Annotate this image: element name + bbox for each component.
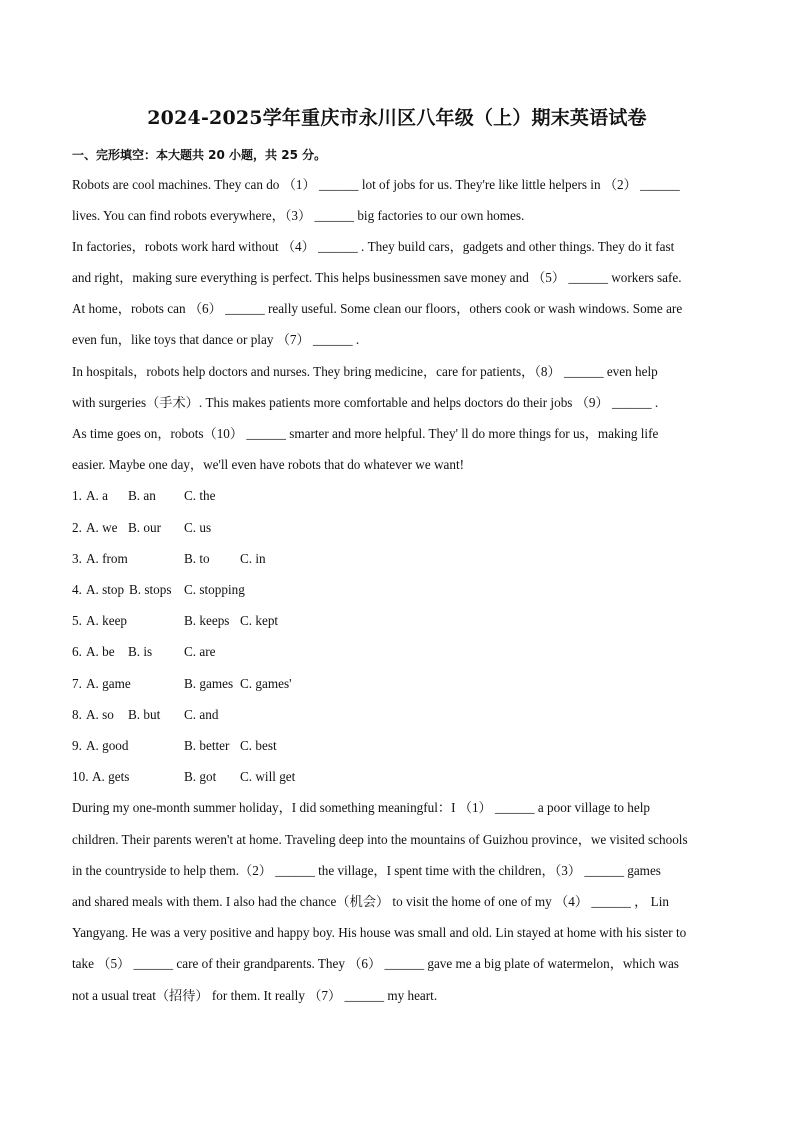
option-b: B. better xyxy=(184,738,230,753)
option-a: A. a xyxy=(86,488,108,503)
passage1-line: As time goes on，robots（10） ______ smarter and more helpful. They' ll do more things for us，making life xyxy=(72,426,659,441)
option-c: C. and xyxy=(184,707,219,722)
question-number: 4. xyxy=(72,582,82,597)
option-c: C. will get xyxy=(240,769,296,784)
passage1-line: Robots are cool machines. They can do （1） ______ lot of jobs for us. They're like little helpers in （2） ______ xyxy=(72,177,680,192)
passage1-line: even fun，like toys that dance or play （7） ______ . xyxy=(72,332,360,347)
passage2-line: During my one-month summer holiday，I did something meaningful：I （1） ______ a poor village to help xyxy=(72,800,650,815)
section-heading-cloze: 一、完形填空：本大题共 20 小题，共 25 分。 xyxy=(72,148,327,162)
option-b: B. games xyxy=(184,676,234,691)
option-a: A. so xyxy=(86,707,114,722)
option-b: B. keeps xyxy=(184,613,230,628)
option-b: B. got xyxy=(184,769,217,784)
option-b: B. is xyxy=(128,644,153,659)
passage1-line: lives. You can find robots everywhere，（3） ______ big factories to our own homes. xyxy=(72,208,525,223)
passage2-line: not a usual treat（招待） for them. It really （7） ______ my heart. xyxy=(72,988,438,1003)
option-a: A. keep xyxy=(86,613,128,628)
option-a: A. gets xyxy=(92,769,130,784)
passage1-line: and right，making sure everything is perfect. This helps businessmen save money and （5） ______ workers safe. xyxy=(72,270,682,285)
passage2-line: take （5） ______ care of their grandparents. They （6） ______ gave me a big plate of watermelon，which was xyxy=(72,956,679,971)
option-a: A. stop xyxy=(86,582,125,597)
passage1-line: In hospitals，robots help doctors and nurses. They bring medicine，care for patients，（8） ______ even help xyxy=(72,364,658,379)
option-b: B. stops xyxy=(129,582,172,597)
page-title: 2024-2025学年重庆市永川区八年级（上）期末英语试卷 xyxy=(147,107,647,129)
question-number: 3. xyxy=(72,551,82,566)
option-b: B. but xyxy=(128,707,161,722)
option-c: C. in xyxy=(240,551,266,566)
question-number: 9. xyxy=(72,738,82,753)
option-a: A. good xyxy=(86,738,129,753)
option-c: C. us xyxy=(184,520,212,535)
option-a: A. from xyxy=(86,551,128,566)
question-number: 5. xyxy=(72,613,82,628)
passage2-line: and shared meals with them. I also had the chance（机会） to visit the home of one of my （4） ______ ， Lin xyxy=(72,894,669,909)
passage2-line: in the countryside to help them.（2） ______ the village，I spent time with the children，（3） ______ games xyxy=(72,863,661,878)
option-c: C. kept xyxy=(240,613,279,628)
question-number: 1. xyxy=(72,488,82,503)
option-a: A. game xyxy=(86,676,131,691)
question-number: 2. xyxy=(72,520,82,535)
passage1-line: At home，robots can （6） ______ really useful. Some clean our floors，others cook or wash windows. Some are xyxy=(72,301,683,316)
option-a: A. we xyxy=(86,520,118,535)
passage1-line: with surgeries（手术）. This makes patients more comfortable and helps doctors do their jobs （9） ______ . xyxy=(72,395,659,410)
passage2-line: children. Their parents weren't at home. Traveling deep into the mountains of Guizhou province，we visited schools xyxy=(72,832,688,847)
question-number: 10. xyxy=(72,769,89,784)
option-c: C. best xyxy=(240,738,277,753)
option-c: C. stopping xyxy=(184,582,245,597)
passage1-line: easier. Maybe one day，we'll even have robots that do whatever we want! xyxy=(72,457,464,472)
option-c: C. games' xyxy=(240,676,292,691)
option-b: B. our xyxy=(128,520,161,535)
option-a: A. be xyxy=(86,644,115,659)
option-c: C. are xyxy=(184,644,216,659)
passage1-line: In factories，robots work hard without （4） ______ . They build cars，gadgets and other things. They do it fast xyxy=(72,239,675,254)
question-number: 6. xyxy=(72,644,82,659)
option-b: B. to xyxy=(184,551,210,566)
option-b: B. an xyxy=(128,488,156,503)
question-number: 8. xyxy=(72,707,82,722)
passage2-line: Yangyang. He was a very positive and happy boy. His house was small and old. Lin stayed at home with his sister to xyxy=(72,925,687,940)
option-c: C. the xyxy=(184,488,216,503)
question-number: 7. xyxy=(72,676,82,691)
